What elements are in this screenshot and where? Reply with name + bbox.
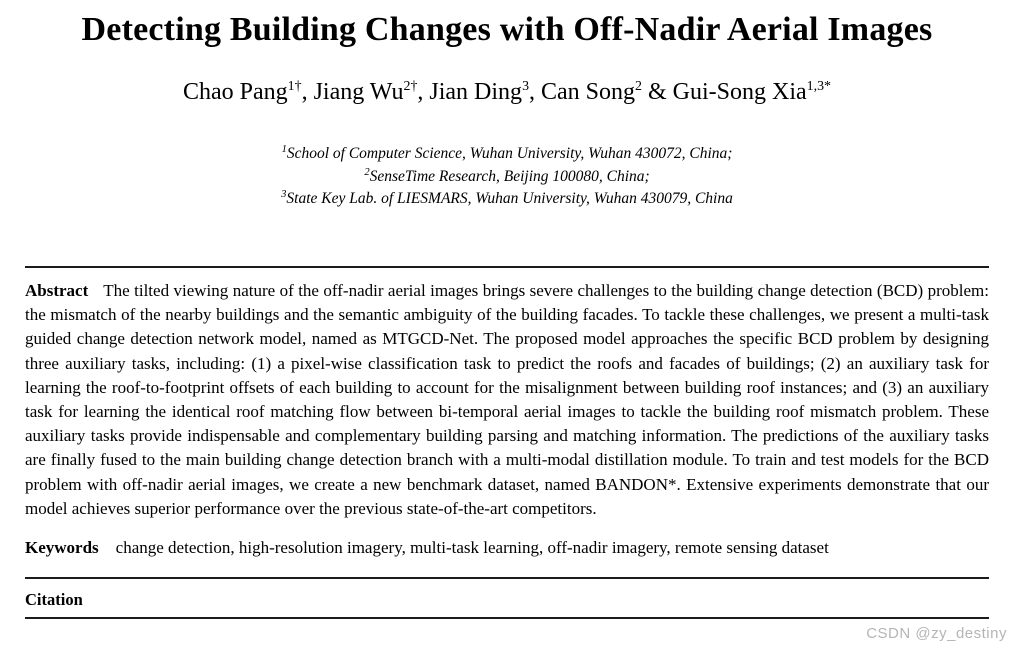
keywords-text: change detection, high-resolution imagery, multi-task learning, off-nadir imagery, remote sensing dataset (115, 538, 829, 558)
author: Jiang $Wu^{2\dagger}$, (313, 79, 430, 105)
keywords-line (25, 536, 989, 560)
author-line (25, 77, 989, 107)
author-affiliation-marker: 1† (287, 79, 302, 94)
author: Can Song$^2$ & (541, 79, 673, 105)
author: Chao Pang$^{1\dagger}$, (182, 79, 314, 105)
affiliation-marker: 2 (364, 166, 370, 178)
abstract-label: Abstract (25, 281, 89, 300)
abstract-paragraph (25, 279, 989, 521)
affiliation-line: $^2$SenseTime Research, Beijing 100080, China; (364, 166, 650, 185)
keywords-label: Keywords (25, 538, 99, 558)
top-rule (25, 266, 989, 269)
affiliation-marker: 3 (281, 188, 287, 200)
paper-page (0, 10, 1019, 619)
affiliations-block (25, 143, 989, 211)
author-affiliation-marker: 1,3* (806, 79, 831, 94)
keywords-rule (25, 577, 989, 579)
citation-label: Citation (25, 589, 83, 609)
author: Jian Ding$^3$, (429, 79, 542, 105)
paper-title: Detecting Building Changes with Off-Nadir Aerial Images (81, 11, 933, 48)
csdn-watermark: CSDN @zy_destiny (866, 625, 1007, 642)
abstract-text: The tilted viewing nature of the off-nadir aerial images brings severe challenges to the building change detection (BCD) problem: the mismatch of the nearby buildings and the semantic ambiguity of the building facades. To tackle these challenges, we present a multi-task guided change detection network model, named as MTGCD-Net. The proposed model approaches the specific BCD problem by designing three auxiliary tasks, including: (1) a pixel-wise classification task to predict the roofs and facades of buildings; (2) an auxiliary task for learning the roof-to-footprint offsets of each building to account for the misalignment between building roof instances; and (3) an auxiliary task for learning the identical roof matching flow between bi-temporal aerial images to tackle the building roof mismatch problem. These auxiliary tasks provide indispensable and complementary building parsing and matching information. The predictions of the auxiliary tasks are finally fused to the main building change detection branch with a multi-modal distillation module. To train and test models for the BCD problem with off-nadir aerial images, we create a new benchmark dataset, named BANDON*. Extensive experiments demonstrate that our model achieves superior performance over the previous state-of-the-art competitors. (25, 281, 989, 518)
author-affiliation-marker: 3 (522, 79, 530, 94)
affiliation-line: $^1$School of Computer Science, Wuhan University, Wuhan 430072, China; (281, 143, 733, 162)
bottom-rule (25, 617, 989, 620)
author: Gui-Song Xia$^{1,3*}$ (672, 79, 831, 105)
author-affiliation-marker: 2 (635, 79, 642, 94)
author-affiliation-marker: 2† (403, 79, 418, 94)
affiliation-line: $^3$State Key Lab. of LIESMARS, Wuhan University, Wuhan 430079, China (281, 188, 733, 207)
affiliation-marker: 1 (281, 143, 287, 155)
